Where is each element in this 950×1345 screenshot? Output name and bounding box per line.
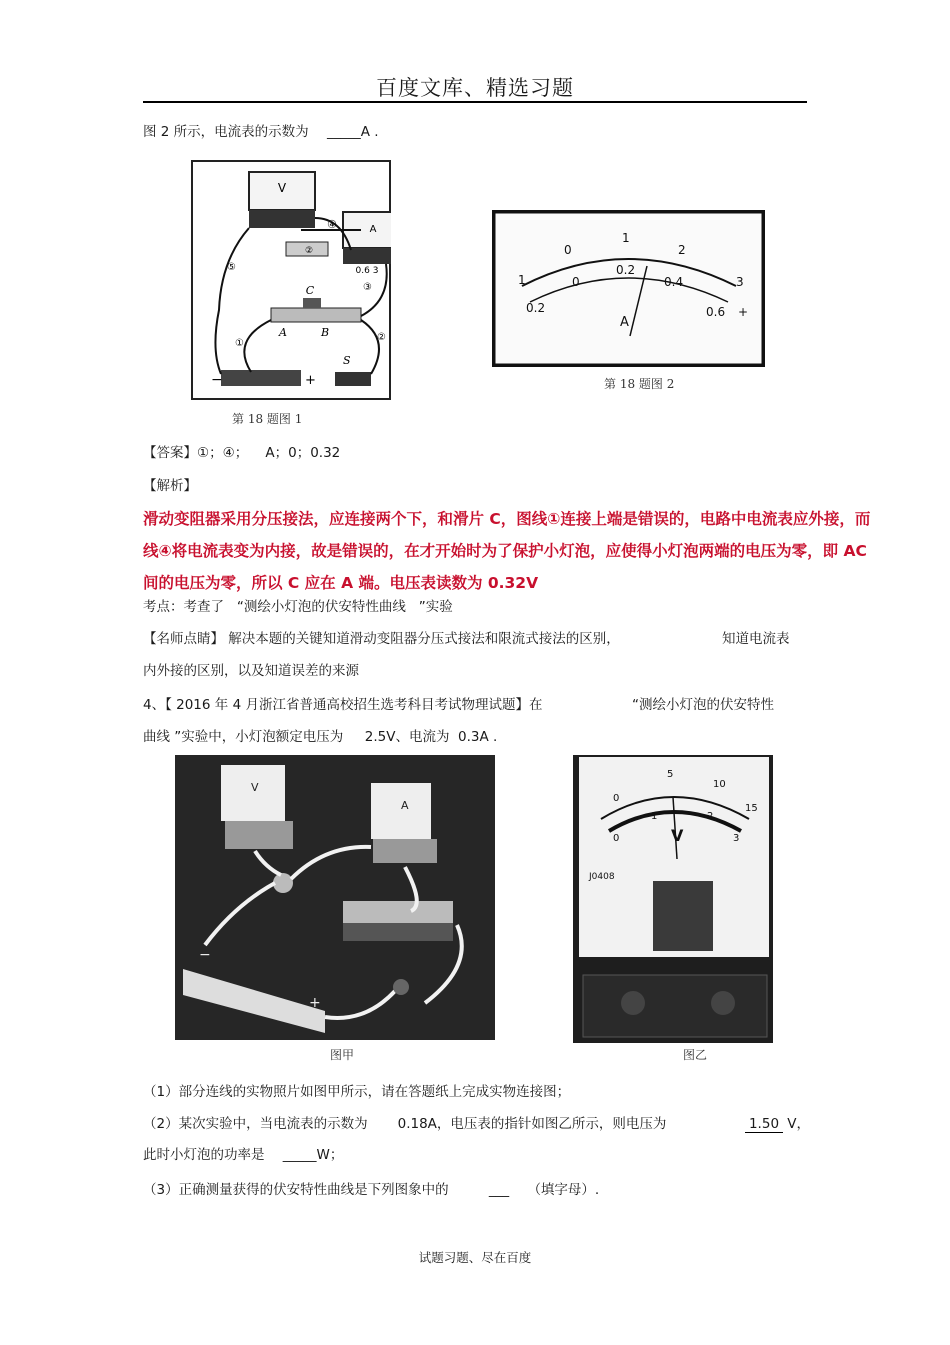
intro-blank: _____A — [326, 124, 370, 140]
yi-top-10: 10 — [713, 779, 726, 790]
dial-top-2: 2 — [678, 243, 686, 257]
slider-c-label: C — [305, 284, 315, 297]
yi-top-0: 0 — [613, 793, 620, 804]
switch-s-label: S — [343, 354, 351, 367]
page-footer: 试题习题、尽在百度 — [418, 1250, 532, 1265]
curve-end: （填字母）. — [527, 1182, 600, 1198]
tips-line-1a: 【名师点睛】 解决本题的关键知道滑动变阻器分压式接法和限流式接法的区别， — [143, 631, 620, 647]
voltmeter-label: V — [277, 181, 287, 195]
yi-bottom-1: 1 — [651, 811, 658, 822]
intro-end: . — [374, 124, 379, 140]
kaodian-line: 考点：考查了 “测绘小灯泡的伏安特性曲线 ”实验 — [143, 599, 453, 615]
figure-yi-photo — [573, 755, 773, 1043]
dial-bottom-4: 0.6 — [706, 305, 726, 319]
dial-bottom-1: 0 — [572, 275, 580, 289]
header-divider — [143, 101, 807, 103]
battery-minus: − — [211, 372, 223, 388]
answer-text: ①；④； A；0；0.32 — [197, 445, 341, 461]
page-header-title: 百度文库、精选习题 — [376, 76, 574, 100]
analysis-label: 【解析】 — [143, 478, 197, 494]
wire2-label-top: ② — [304, 246, 314, 256]
voltmeter-dial — [573, 755, 773, 1043]
power-unit: W； — [316, 1147, 344, 1163]
ammeter-range: 0.6 3 — [355, 266, 379, 276]
yi-unit: V — [671, 826, 684, 845]
figure-jia-photo — [175, 755, 495, 1040]
analysis-red-line-2: 线④将电流表变为内接，故是错误的，在才开始时为了保护小灯泡，应使得小灯泡两端的电压为零，即 AC — [143, 542, 867, 560]
battery-plus: + — [305, 373, 316, 388]
answer-line — [143, 441, 340, 461]
wire5-label: ⑤ — [227, 262, 236, 273]
yi-bottom-2: 2 — [707, 811, 714, 822]
q4-line-2: 曲线 ”实验中，小灯泡额定电压为 2.5V、电流为 0.3A . — [143, 729, 498, 745]
dial-top-1: 1 — [622, 231, 630, 245]
answer-label: 【答案】 — [143, 445, 197, 461]
yi-bottom-3: 3 — [733, 833, 740, 844]
figure-yi-caption: 图乙 — [683, 1048, 708, 1062]
jia-battery-minus: − — [199, 947, 211, 963]
yi-top-5: 5 — [667, 769, 674, 780]
curve-blank: ___ — [488, 1182, 510, 1198]
yi-bottom-0: 0 — [613, 833, 620, 844]
figure-18-1-caption: 第 18 题图 1 — [232, 412, 303, 426]
voltage-answer-blank: 1.50 — [745, 1116, 783, 1133]
wire4-label: ④ — [327, 218, 337, 231]
tips-line-1b: 知道电流表 — [722, 631, 790, 647]
dial-bottom-0: 0.2 — [526, 301, 546, 315]
sub-question-1: （1）部分连线的实物照片如图甲所示，请在答题纸上完成实物连接图； — [143, 1084, 571, 1100]
dial-unit: A — [620, 315, 629, 330]
ammeter-dial — [492, 210, 765, 367]
q4-line-1b: “测绘小灯泡的伏安特性 — [632, 697, 774, 713]
wire1-label: ① — [235, 338, 244, 349]
yi-model: J0408 — [589, 872, 615, 882]
analysis-red-line-3: 间的电压为零，所以 C 应在 A 端。电压表读数为 0.32V — [143, 574, 539, 592]
figure-18-1 — [191, 160, 391, 400]
end-b-label: B — [320, 326, 330, 339]
circuit-diagram — [191, 160, 391, 400]
dial-outer-left: 1 — [518, 273, 526, 287]
power-blank: _____ — [282, 1147, 317, 1163]
yi-top-15: 15 — [745, 803, 758, 814]
figure-jia-caption: 图甲 — [330, 1048, 355, 1062]
jia-battery-plus: + — [309, 995, 321, 1011]
dial-bottom-2: 0.2 — [616, 263, 636, 277]
question-intro — [143, 120, 379, 140]
analysis-red-line-1: 滑动变阻器采用分压接法，应连接两个下，和滑片 C，图线①连接上端是错误的，电路中电流表应外接，而 — [143, 510, 871, 528]
figure-18-2 — [492, 210, 765, 367]
dial-top-0: 0 — [564, 243, 572, 257]
curve-prompt: （3）正确测量获得的伏安特性曲线是下列图象中的 — [143, 1182, 449, 1198]
wire2-label: ② — [377, 332, 386, 343]
intro-text: 图 2 所示，电流表的示数为 — [143, 124, 309, 140]
dial-plus: + — [738, 305, 749, 319]
sub-question-2-answer — [745, 1112, 810, 1133]
sub-question-3 — [143, 1178, 599, 1198]
ammeter-label: A — [369, 224, 377, 235]
sub-question-2a: （2）某次实验中，当电流表的示数为 0.18A，电压表的指针如图乙所示，则电压为 — [143, 1116, 667, 1132]
figure-18-2-caption: 第 18 题图 2 — [604, 377, 675, 391]
power-prompt: 此时小灯泡的功率是 — [143, 1147, 265, 1163]
jia-ammeter-label: A — [401, 799, 409, 812]
end-a-label: A — [279, 326, 287, 339]
dial-top-3: 3 — [736, 275, 744, 289]
sub-question-2b — [143, 1143, 343, 1163]
apparatus-photo — [175, 755, 495, 1040]
voltage-unit: V， — [787, 1116, 811, 1132]
jia-voltmeter-label: V — [251, 781, 259, 794]
wire3-label: ③ — [363, 282, 372, 293]
q4-line-1a: 4、【 2016 年 4 月浙江省普通高校招生选考科目考试物理试题】在 — [143, 697, 543, 713]
tips-line-2: 内外接的区别，以及知道误差的来源 — [143, 663, 359, 679]
dial-bottom-3: 0.4 — [664, 275, 684, 289]
